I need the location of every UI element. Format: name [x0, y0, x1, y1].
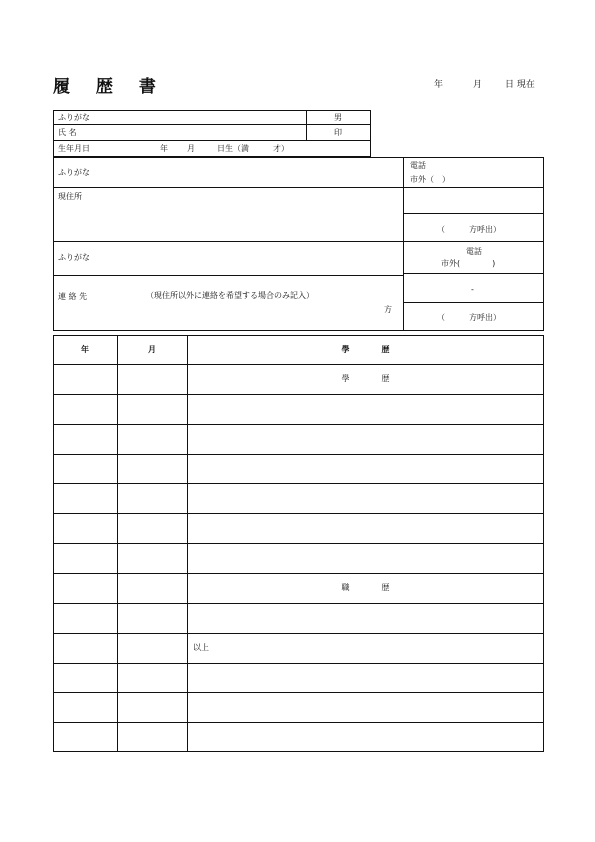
history-row-divider [53, 692, 544, 693]
birth-label: 生年月日 [58, 144, 90, 153]
history-row-divider [53, 633, 544, 634]
birth-month-label: 月 [187, 144, 195, 153]
history-header-year: 年 [81, 345, 89, 354]
history-row-divider [53, 573, 544, 574]
name-label: 氏 名 [58, 128, 77, 137]
address-section [53, 157, 544, 331]
birth-year-label: 年 [160, 144, 168, 153]
history-row-divider [53, 543, 544, 544]
gender-field[interactable]: 男 [334, 113, 342, 122]
seal-label: 印 [334, 128, 342, 137]
address-outside-label: 市外（ ） [410, 175, 450, 184]
history-row-divider [53, 603, 544, 604]
page-title: 履 歴 書 [53, 77, 166, 97]
address-phone-label: 電話 [410, 161, 426, 170]
contact-furigana-label: ふりがな [58, 253, 90, 262]
history-text-cell[interactable]: 職 歴 [341, 583, 390, 592]
current-address-label: 現住所 [58, 192, 82, 201]
history-row-divider [53, 394, 544, 395]
contact-phone-label: 電話 [466, 247, 482, 256]
contact-dash: - [471, 285, 474, 294]
personal-section [53, 110, 371, 157]
contact-kata-label: 方 [384, 305, 392, 314]
address-furigana-label: ふりがな [58, 168, 90, 177]
history-row-divider [53, 513, 544, 514]
history-row-divider [53, 483, 544, 484]
contact-outside-label: 市外( ) [441, 259, 496, 268]
history-header-education: 學 歴 [341, 345, 390, 354]
history-header-month: 月 [148, 345, 156, 354]
history-text-cell[interactable]: 學 歴 [341, 374, 390, 383]
date-year-label: 年 [434, 80, 444, 90]
contact-callout-label: （ 方呼出） [437, 313, 501, 322]
history-row-divider [53, 424, 544, 425]
birth-day-label: 日生（満 [217, 144, 249, 153]
contact-note: （現住所以外に連絡を希望する場合のみ記入） [146, 291, 314, 300]
age-label: 才） [273, 144, 289, 153]
contact-label: 連 絡 先 [58, 292, 88, 301]
history-row-divider [53, 722, 544, 723]
furigana-label: ふりがな [58, 113, 90, 122]
history-text-cell[interactable]: 以上 [193, 643, 209, 652]
date-month-label: 月 [473, 80, 483, 90]
history-row-divider [53, 454, 544, 455]
date-day-now-label: 日 現在 [505, 80, 535, 90]
history-row-divider [53, 364, 544, 365]
address-callout-label: （ 方呼出） [437, 225, 501, 234]
history-row-divider [53, 663, 544, 664]
